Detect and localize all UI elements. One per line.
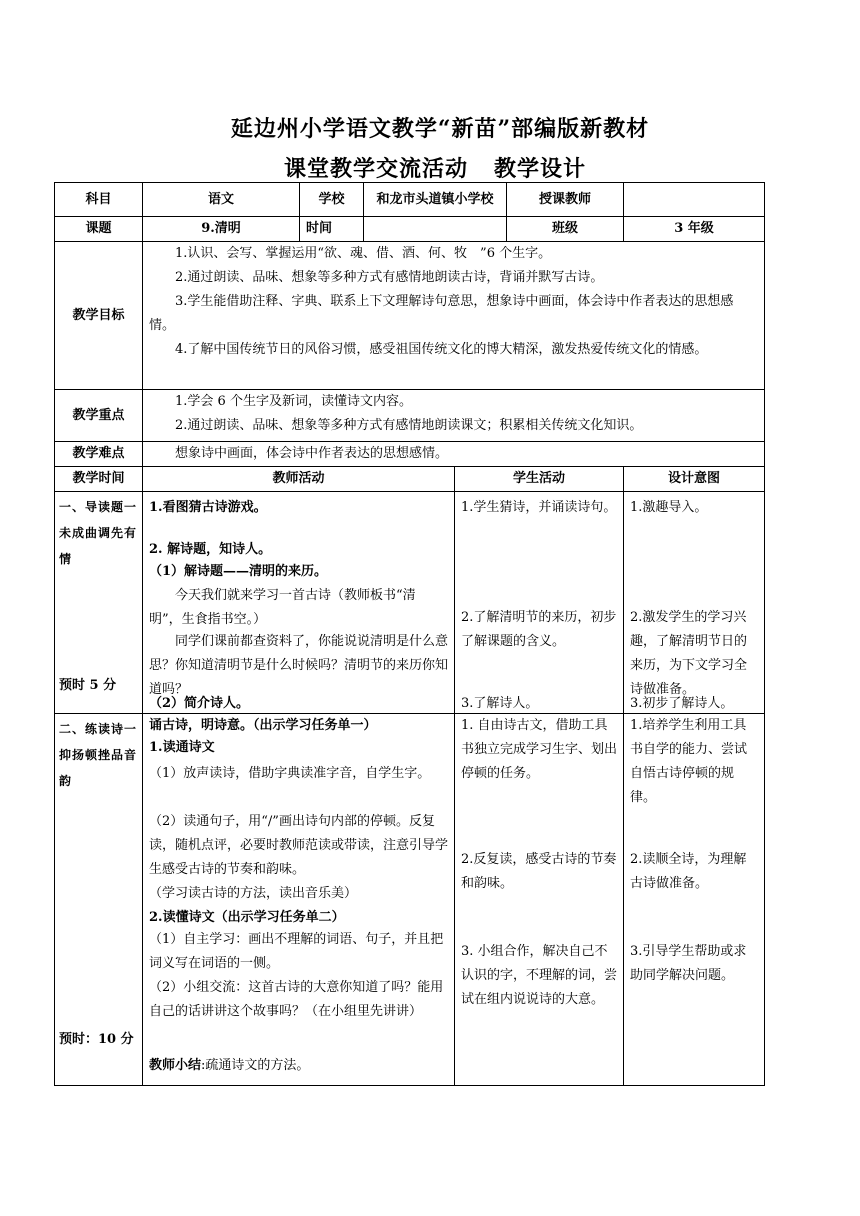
goal-item: 3.学生能借助注释、字典、联系上下文理解诗句意思，想象诗中画面，体会诗中作者表达的思想感情。 <box>149 294 734 333</box>
section1-teacher-cell <box>143 492 455 714</box>
lesson-plan-table <box>54 182 765 1086</box>
school-value: 和龙市头道镇小学校 <box>364 183 507 217</box>
summary-text: :疏通诗文的方法。 <box>201 1058 310 1073</box>
goal-item: 1.认识、会写、掌握运用“欲、魂、借、酒、何、牧 ”6 个生字。 <box>175 246 552 261</box>
time-label: 时间 <box>300 217 364 242</box>
keypoints-row <box>55 390 765 442</box>
s2-student-item: 1. 自由诗古文，借助工具书独立完成学习生字、划出停顿的任务。 <box>461 718 618 781</box>
section1-title: 一、导读题一未成曲调先有情 <box>59 500 138 566</box>
info-row-2 <box>55 217 765 242</box>
subtitle-part-a: 课堂教学交流活动 <box>283 156 468 182</box>
goals-label: 教学目标 <box>55 242 143 390</box>
info-row-1 <box>55 183 765 217</box>
subject-label: 科目 <box>55 183 143 217</box>
s1-student-item: 2.了解清明节的来历，初步了解课题的含义。 <box>461 610 617 649</box>
s1-intent-item: 3.初步了解诗人。 <box>630 696 734 711</box>
s1-teacher-paragraph: 今天我们就来学习一首古诗（教师板书“清明”，生食指书空。） <box>149 588 416 627</box>
goals-content <box>143 242 765 390</box>
goal-item: 2.通过朗读、品味、想象等多种方式有感情地朗读古诗，背诵并默写古诗。 <box>175 270 604 285</box>
s2-teacher-paragraph: （1）放声读诗，借助字典读准字音，自学生字。 <box>149 766 431 781</box>
school-label: 学校 <box>300 183 364 217</box>
s2-teacher-heading: 诵古诗，明诗意。（出示学习任务单一） <box>149 718 377 733</box>
difficulty-content: 想象诗中画面，体会诗中作者表达的思想感情。 <box>143 442 765 467</box>
col-header-teacher: 教师活动 <box>143 467 455 492</box>
summary-label: 教师小结 <box>149 1058 202 1073</box>
s2-teacher-paragraph: （2）小组交流：这首古诗的大意你知道了吗？能用自己的话讲讲这个故事吗？（在小组里先讲讲） <box>149 980 444 1019</box>
s2-teacher-paragraph: （2）读通句子，用“/”画出诗句内部的停顿。反复读，随机点评，必要时教师范读或带读，注意引导学生感受古诗的节奏和韵味。 <box>149 814 449 877</box>
s1-teacher-heading: 2. 解诗题，知诗人。 <box>149 542 272 557</box>
section2-time-cell <box>55 714 143 1086</box>
class-label: 班级 <box>507 217 624 242</box>
difficulty-row <box>55 442 765 467</box>
teacher-label: 授课教师 <box>507 183 624 217</box>
s1-teacher-paragraph: 同学们课前都查资料了，你能说说清明是什么意思？你知道清明节是什么时候吗？清明节的来历你知道吗？ <box>149 634 449 697</box>
page-subtitle <box>5 152 860 183</box>
section2-student-cell <box>455 714 624 1086</box>
s1-teacher-heading: （1）解诗题——清明的来历。 <box>149 564 328 579</box>
section2-row <box>55 714 765 1086</box>
s2-teacher-heading: 2.读懂诗文（出示学习任务单二） <box>149 910 345 925</box>
s2-teacher-paragraph: （1）自主学习：画出不理解的词语、句子，并且把词义写在词语的一侧。 <box>149 932 444 971</box>
section1-student-cell <box>455 492 624 714</box>
s2-intent-item: 3.引导学生帮助或求助同学解决问题。 <box>630 944 747 983</box>
topic-value: 9.清明 <box>143 217 300 242</box>
s1-student-item: 3.了解诗人。 <box>461 696 539 711</box>
section2-title: 二、练读诗一抑扬顿挫品音韵 <box>59 722 138 788</box>
goals-row <box>55 242 765 390</box>
s2-teacher-summary <box>149 1054 448 1078</box>
section2-intent-cell <box>624 714 765 1086</box>
time-value <box>364 217 507 242</box>
subject-value: 语文 <box>143 183 300 217</box>
col-header-time: 教学时间 <box>55 467 143 492</box>
teacher-value <box>624 183 765 217</box>
col-header-intent: 设计意图 <box>624 467 765 492</box>
col-header-student: 学生活动 <box>455 467 624 492</box>
section1-time-estimate: 预时 5 分 <box>59 678 117 693</box>
subtitle-part-b: 教学设计 <box>494 156 587 182</box>
s2-student-item: 2.反复读，感受古诗的节奏和韵味。 <box>461 852 617 891</box>
keypoints-label: 教学重点 <box>55 390 143 442</box>
section2-time-estimate: 预时：10 分 <box>59 1032 134 1047</box>
s1-teacher-heading: 1.看图猜古诗游戏。 <box>149 500 267 515</box>
page-title: 延边州小学语文教学“新苗”部编版新教材 <box>230 116 650 142</box>
s2-teacher-paragraph: （学习读古诗的方法，读出音乐美） <box>149 886 358 901</box>
class-value: 3 年级 <box>624 217 765 242</box>
s1-student-item: 1.学生猜诗，并诵读诗句。 <box>461 500 617 515</box>
s2-intent-item: 1.培养学生利用工具书自学的能力、尝试自悟古诗停顿的规律。 <box>630 718 748 805</box>
section2-teacher-cell <box>143 714 455 1086</box>
section1-intent-cell <box>624 492 765 714</box>
s2-teacher-heading: 1.读通诗文 <box>149 740 215 755</box>
s1-teacher-heading: （2）简介诗人。 <box>149 696 250 711</box>
section1-time-cell <box>55 492 143 714</box>
column-header-row <box>55 467 765 492</box>
keypoint-item: 2.通过朗读、品味、想象等多种方式有感情地朗读课文；积累相关传统文化知识。 <box>175 418 643 433</box>
goal-item: 4.了解中国传统节日的风俗习惯，感受祖国传统文化的博大精深，激发热爱传统文化的情感。 <box>175 342 708 357</box>
s1-intent-item: 1.激趣导入。 <box>630 500 708 515</box>
s1-intent-item: 2.激发学生的学习兴趣，了解清明节日的来历，为下文学习全诗做准备。 <box>630 610 748 697</box>
keypoint-item: 1.学会 6 个生字及新词，读懂诗文内容。 <box>175 394 412 409</box>
difficulty-label: 教学难点 <box>55 442 143 467</box>
s2-intent-item: 2.读顺全诗，为理解古诗做准备。 <box>630 852 747 891</box>
topic-label: 课题 <box>55 217 143 242</box>
section1-row <box>55 492 765 714</box>
s2-student-item: 3. 小组合作，解决自己不认识的字，不理解的词，尝试在组内说说诗的大意。 <box>461 944 618 1007</box>
keypoints-content <box>143 390 765 442</box>
